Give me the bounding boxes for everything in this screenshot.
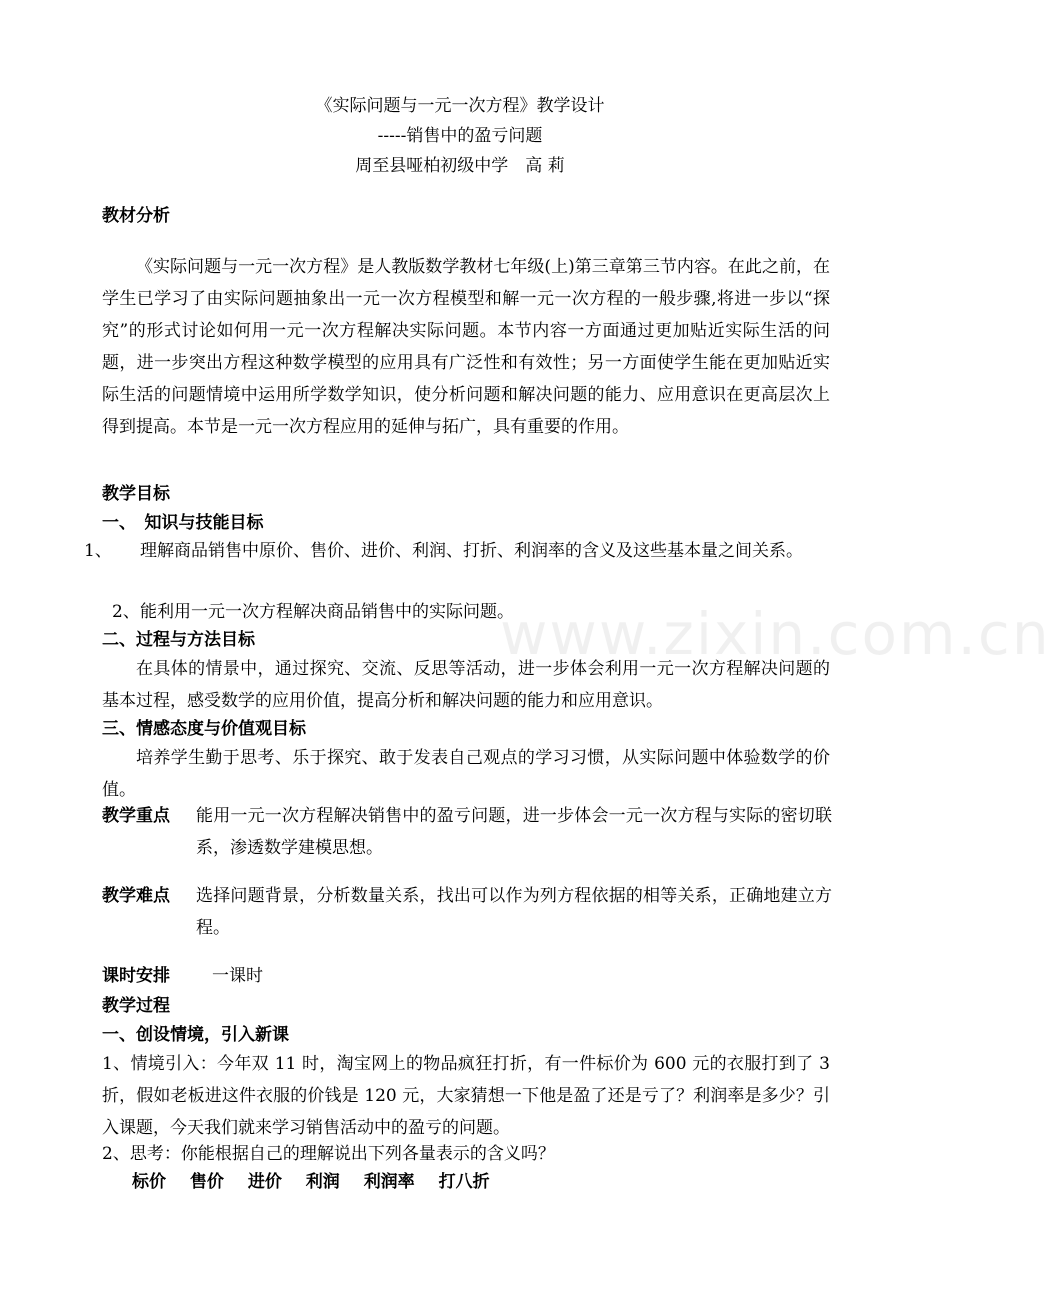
watermark: www.zixin.com.cn [500,600,1051,668]
knowledge-goal-item-2 [112,596,830,628]
textbook-analysis-heading: 教材分析 [102,206,170,226]
emotion-goal-body: 培养学生勤于思考、乐于探究、敢于发表自己观点的学习习惯，从实际问题中体验数学的价值。 [102,748,830,800]
situation-intro-paragraph: 1、情境引入：今年双 11 时，淘宝网上的物品疯狂打折，有一件标价为 600 元的衣服打到了 3 折，假如老板进这件衣服的价钱是 120 元，大家猜想一下他是盈了还是亏了？利润率是多少？引入课题，今天我们就来学习销售活动中的盈亏的问题。 [102,1054,830,1138]
document-subtitle: -----销售中的盈亏问题 [377,126,543,146]
term-twenty-percent-off: 打八折 [438,1172,490,1192]
schedule-value: 一课时 [212,966,263,986]
difficulty-label: 教学难点 [102,886,170,906]
item-number: 1、 [84,541,112,561]
item-text: 理解商品销售中原价、售价、进价、利润、打折、利润率的含义及这些基本量之间关系。 [140,541,803,561]
process-goal-heading: 二、过程与方法目标 [102,630,255,650]
teaching-process-heading: 教学过程 [102,996,170,1016]
think-question: 2、思考：你能根据自己的理解说出下列各量表示的含义吗？ [102,1144,555,1164]
document-author: 周至县哑柏初级中学 高 莉 [355,156,565,176]
term-cost-price: 进价 [247,1172,282,1192]
item-number: 2、 [112,602,140,622]
process-goal-body: 在具体的情景中，通过探究、交流、反思等活动，进一步体会利用一元一次方程解决问题的基本过程，感受数学的应用价值，提高分析和解决问题的能力和应用意识。 [102,659,830,711]
knowledge-goal-item-1 [84,535,858,567]
section-1-heading: 一、创设情境，引入新课 [102,1025,289,1045]
textbook-analysis-body: 《实际问题与一元一次方程》是人教版数学教材七年级(上)第三章第三节内容。在此之前，在学生已学习了由实际问题抽象出一元一次方程模型和解一元一次方程的一般步骤,将进一步以“探究”的形式讨论如何用一元一次方程解决实际问题。本节内容一方面通过更加贴近实际生活的问题，进一步突出方程这种数学模型的应用具有广泛性和有效性；另一方面使学生能在更加贴近实际生活的问题情境中运用所学数学知识，使分析问题和解决问题的能力、应用意识在更高层次上得到提高。本节是一元一次方程应用的延伸与拓广，具有重要的作用。 [102,257,830,437]
term-list-price: 标价 [132,1172,166,1192]
term-profit-rate: 利润率 [363,1172,415,1192]
schedule-label: 课时安排 [102,966,170,986]
term-selling-price: 售价 [189,1172,224,1192]
term-profit: 利润 [305,1172,340,1192]
difficulty-body: 选择问题背景，分析数量关系，找出可以作为列方程依据的相等关系，正确地建立方程。 [196,886,832,938]
document-title: 《实际问题与一元一次方程》教学设计 [315,96,605,116]
key-point-body: 能用一元一次方程解决销售中的盈亏问题，进一步体会一元一次方程与实际的密切联系，渗透数学建模思想。 [196,806,832,858]
knowledge-goal-heading: 一、 知识与技能目标 [102,513,264,533]
goals-heading: 教学目标 [102,484,170,504]
item-text: 能利用一元一次方程解决商品销售中的实际问题。 [140,602,514,622]
term-list [132,1166,508,1198]
key-point-label: 教学重点 [102,806,170,826]
emotion-goal-heading: 三、情感态度与价值观目标 [102,719,306,739]
